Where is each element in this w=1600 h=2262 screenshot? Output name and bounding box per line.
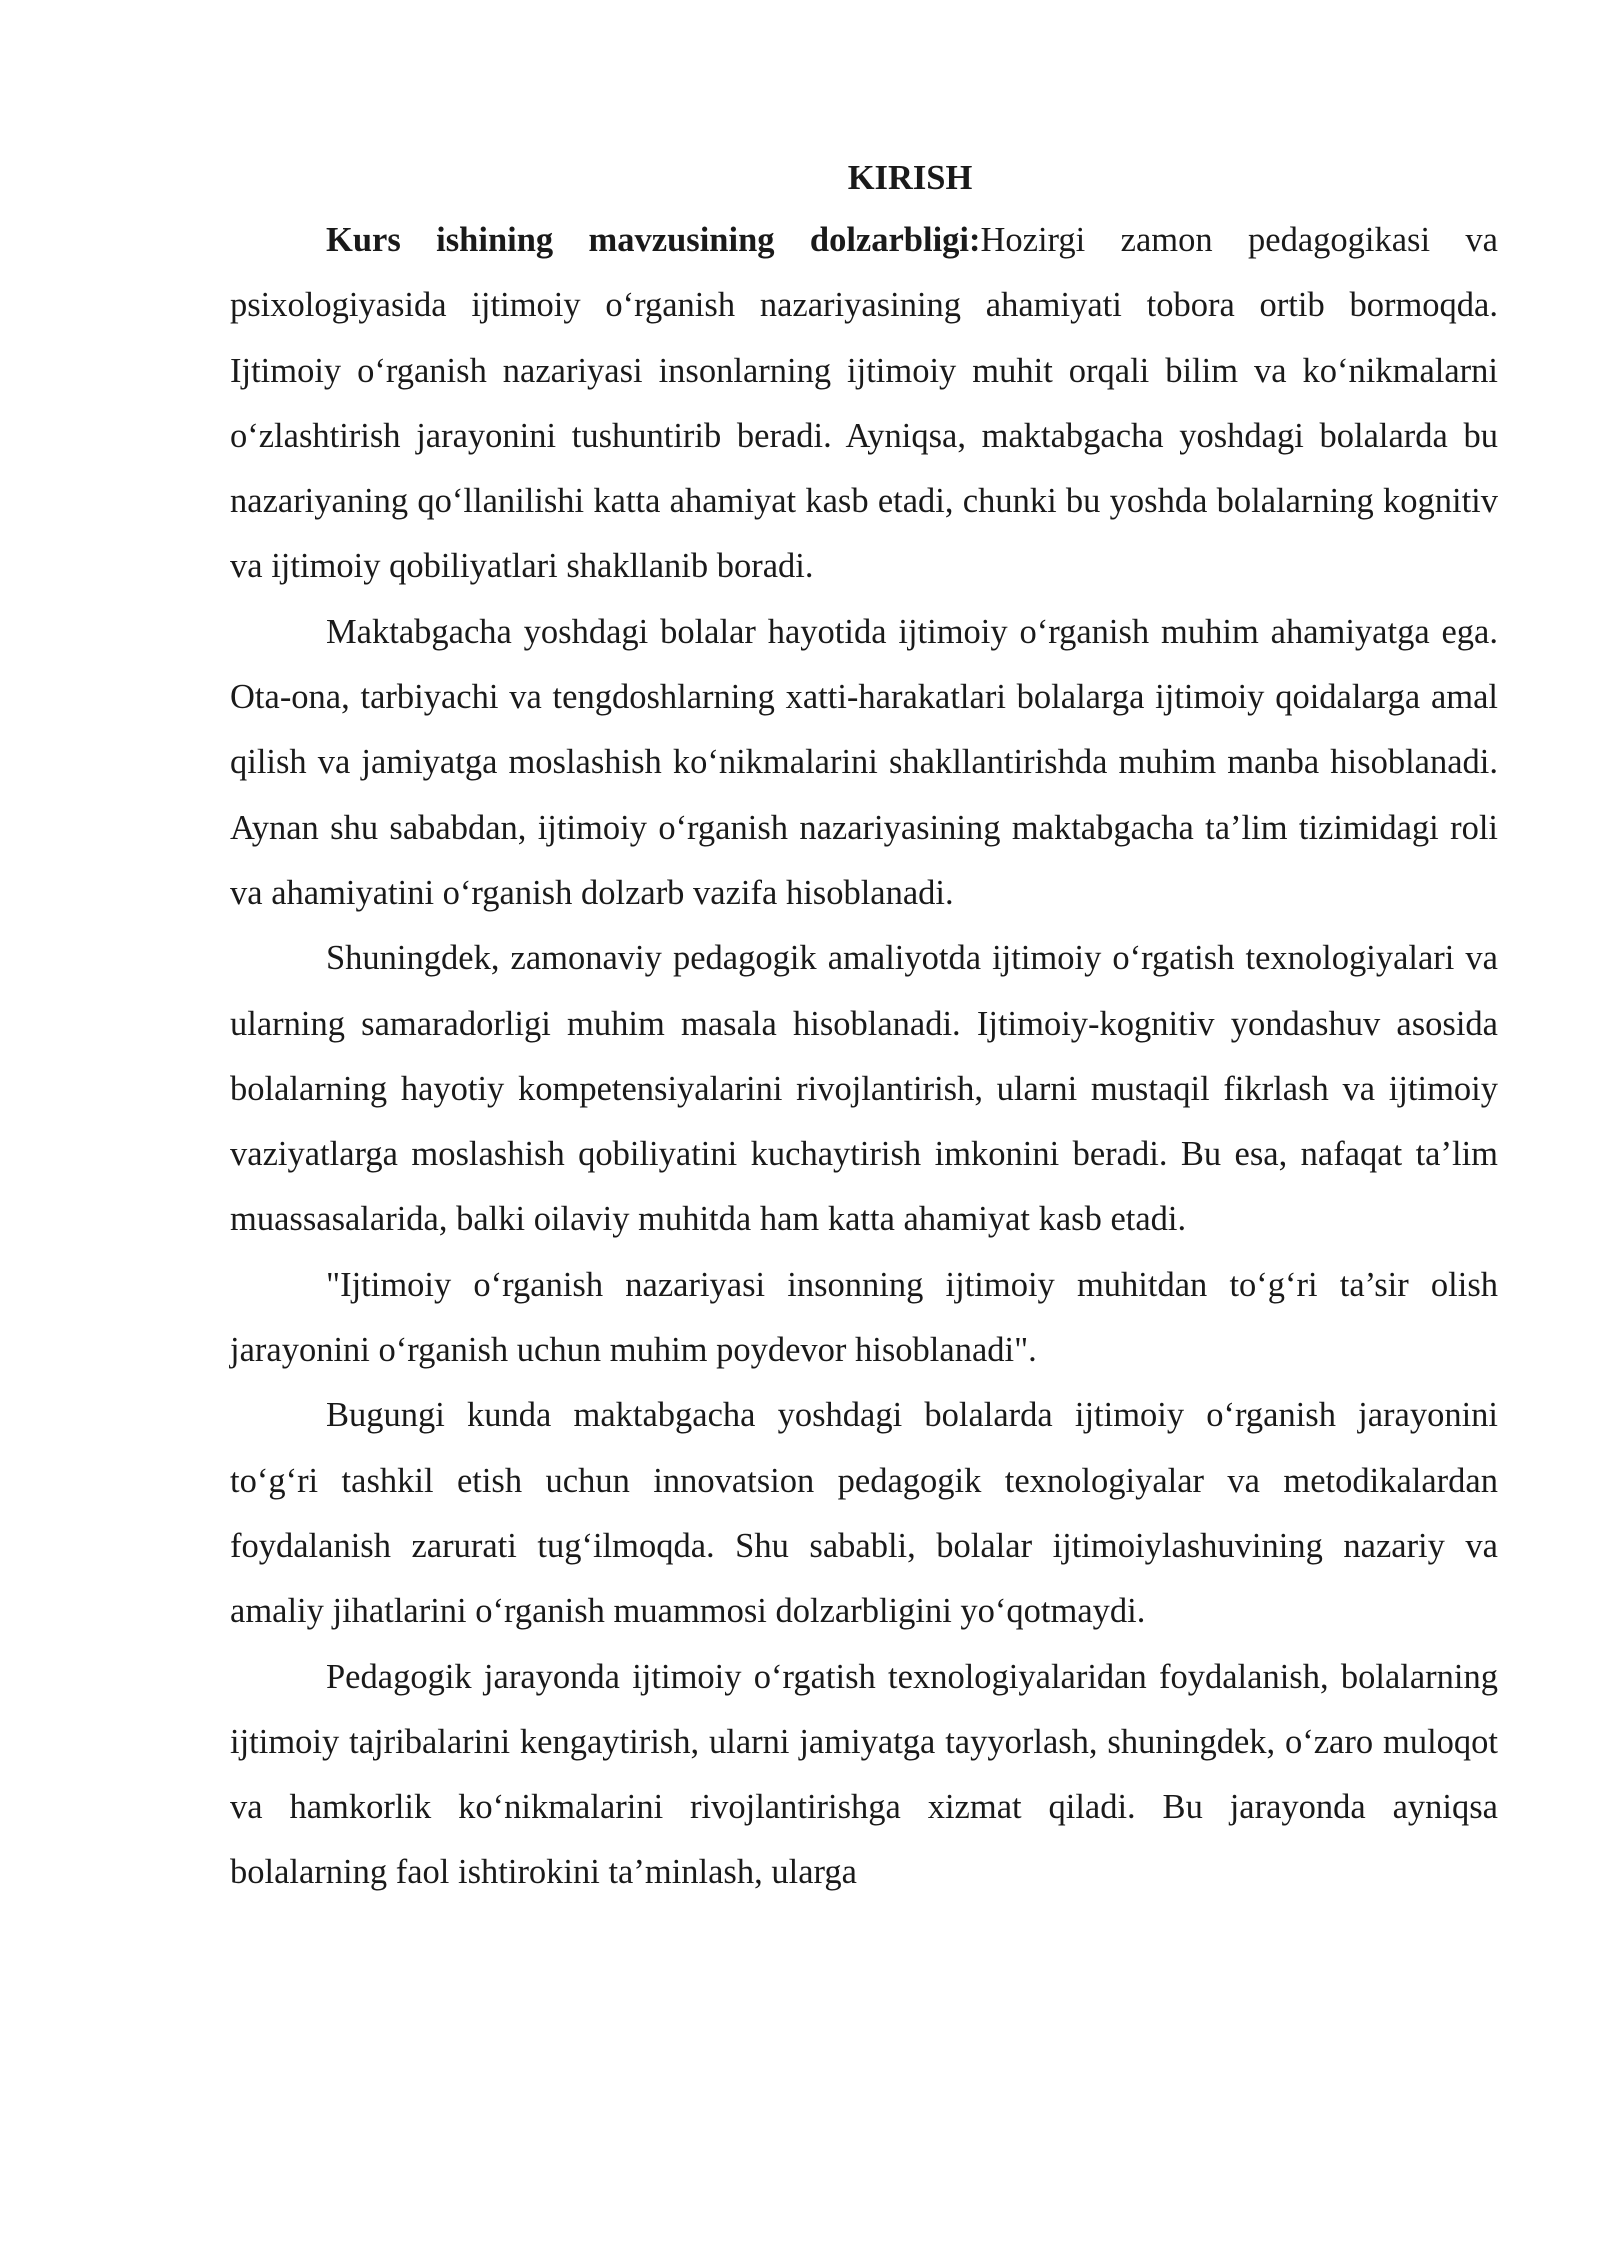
page-title: KIRISH [847,159,973,197]
paragraph-quote: "Ijtimoiy o‘rganish nazariyasi insonning ijtimoiy muhitdan to‘g‘ri ta’sir olish jarayonini o‘rganish uchun muhim poydevor hisoblanadi". [230,1265,1498,1370]
paragraph-relevance [230,208,1498,600]
paragraph: Bugungi kunda maktabgacha yoshdagi bolalarda ijtimoiy o‘rganish jarayonini to‘g‘ri tashkil etish uchun innovatsion pedagogik texnologiyalar va metodikalardan foydalanish zarurati tug‘ilmoqda. Shu sababli, bolalar ijtimoiylashuvining nazariy va amaliy jihatlarini o‘rganish muammosi dolzarbligini yo‘qotmaydi. [230,1396,1498,1631]
paragraph: Shuningdek, zamonaviy pedagogik amaliyotda ijtimoiy o‘rgatish texnologiyalari va ularning samaradorligi muhim masala hisoblanadi. Ijtimoiy-kognitiv yondashuv asosida bolalarning hayotiy kompetensiyalarini rivojlantirish, ularni mustaqil fikrlash va ijtimoiy vaziyatlarga moslashish qobiliyatini kuchaytirish imkonini beradi. Bu esa, nafaqat ta’lim muassasalarida, balki oilaviy muhitda ham katta ahamiyat kasb etadi. [230,939,1498,1239]
document-body [230,148,1498,1906]
relevance-label: Kurs ishining mavzusining dolzarbligi: [326,221,981,259]
paragraph-text: Hozirgi zamon pedagogikasi va psixologiyasida ijtimoiy o‘rganish nazariyasining ahamiyati tobora ortib bormoqda. Ijtimoiy o‘rganish nazariyasi insonlarning ijtimoiy muhit orqali bilim va ko‘nikmalarni o‘zlashtirish jarayonini tushuntirib beradi. Ayniqsa, maktabgacha yoshdagi bolalarda bu nazariyaning qo‘llanilishi katta ahamiyat kasb etadi, chunki bu yoshda bolalarning kognitiv va ijtimoiy qobiliyatlari shakllanib boradi. [230,221,1498,586]
paragraph: Pedagogik jarayonda ijtimoiy o‘rgatish texnologiyalaridan foydalanish, bolalarning ijtimoiy tajribalarini kengaytirish, ularni jamiyatga tayyorlash, shuningdek, o‘zaro muloqot va hamkorlik ko‘nikmalarini rivojlantirishga xizmat qiladi. Bu jarayonda ayniqsa bolalarning faol ishtirokini ta’minlash, ularga [230,1657,1498,1892]
paragraph: Maktabgacha yoshdagi bolalar hayotida ijtimoiy o‘rganish muhim ahamiyatga ega. Ota-ona, tarbiyachi va tengdoshlarning xatti-harakatlari bolalarga ijtimoiy qoidalarga amal qilish va jamiyatga moslashish ko‘nikmalarini shakllantirishda muhim manba hisoblanadi. Aynan shu sababdan, ijtimoiy o‘rganish nazariyasining maktabgacha ta’lim tizimidagi roli va ahamiyatini o‘rganish dolzarb vazifa hisoblanadi. [230,612,1498,912]
